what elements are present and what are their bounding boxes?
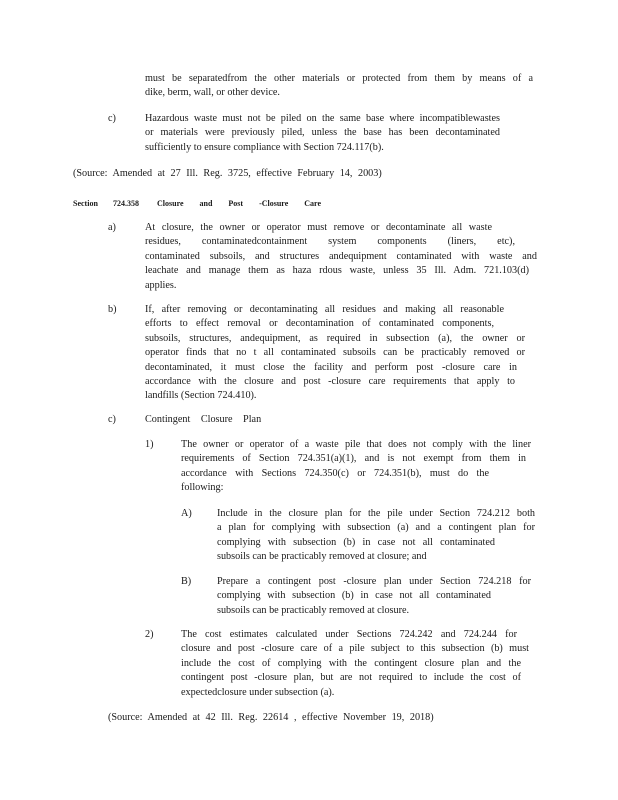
text-line: subsoils, structures, andequipment, as required in subsection (a), the owner or xyxy=(145,332,525,344)
text-line: contingent post -closure plan, but are not required to include the cost of xyxy=(181,672,521,684)
item-label-a: a) xyxy=(108,222,116,233)
text-line: Prepare a contingent post -closure plan under Section 724.218 for xyxy=(217,576,531,587)
source-note: (Source: Amended at 42 Ill. Reg. 22614 , effective November 19, 2018) xyxy=(108,712,434,723)
paragraph-c-2 xyxy=(181,628,529,700)
section-heading xyxy=(73,197,373,211)
paragraph-b xyxy=(145,303,525,404)
text-line: leachate and manage them as haza rdous waste, unless 35 Ill. Adm. 721.103(d) xyxy=(145,265,529,277)
item-label-B: B) xyxy=(181,576,192,587)
text-line: contaminated subsoils, and structures andequipment contaminated with waste and xyxy=(145,250,537,262)
text-line: dike, berm, wall, or other device. xyxy=(145,87,280,99)
item-label-2: 2) xyxy=(145,629,154,640)
text-line: closure and post -closure care of a pile subject to this subsection (b) must xyxy=(181,643,529,655)
item-label-c2: c) xyxy=(108,414,116,425)
item-label-c: c) xyxy=(108,113,116,124)
text-line: decontaminated, it must close the facility and perform post -closure care in xyxy=(145,361,517,373)
text-line: subsoils can be practicably removed at closure. xyxy=(217,604,410,616)
text-line: The owner or operator of a waste pile that does not comply with the liner xyxy=(181,439,531,450)
text-line: efforts to effect removal or decontamination of contaminated components, xyxy=(145,318,494,330)
text-line: sufficiently to ensure compliance with Section 724.117(b). xyxy=(145,141,384,153)
text-line: accordance with Sections 724.350(c) or 724.351(b), must do the xyxy=(181,467,489,479)
paragraph-c-1 xyxy=(181,438,531,496)
text-line: subsoils can be practicably removed at closure; and xyxy=(217,551,427,563)
text-line: or materials were previously piled, unless the base has been decontaminated xyxy=(145,127,500,139)
item-label-b: b) xyxy=(108,304,117,315)
text-line: expectedclosure under subsection (a). xyxy=(181,686,335,698)
section-title: Closure and Post -Closure Care xyxy=(157,199,321,208)
text-line: include the cost of complying with the contingent closure plan and the xyxy=(181,657,521,669)
text-line: applies. xyxy=(145,279,177,291)
source-note: (Source: Amended at 27 Ill. Reg. 3725, effective February 14, 2003) xyxy=(73,168,382,179)
paragraph-c-1-B xyxy=(217,575,531,618)
text-line: complying with subsection (b) in case not all contaminated xyxy=(217,590,491,602)
contingent-closure-plan-title: Contingent Closure Plan xyxy=(145,414,262,425)
text-line: operator finds that no t all contaminated subsoils can be practicably removed or xyxy=(145,347,525,359)
text-line: complying with subsection (b) in case not all contaminated xyxy=(217,536,495,548)
paragraph-a xyxy=(145,221,537,293)
text-line: landfills (Section 724.410). xyxy=(145,390,257,402)
text-line: following: xyxy=(181,482,224,494)
text-line: residues, contaminatedcontainment system components (liners, etc), xyxy=(145,236,515,248)
text-line: a plan for complying with subsection (a) and a contingent plan for xyxy=(217,522,535,534)
text-line: At closure, the owner or operator must remove or decontaminate all waste xyxy=(145,222,492,233)
continuation-paragraph xyxy=(145,72,533,101)
item-label-A: A) xyxy=(181,508,192,519)
text-line: must be separatedfrom the other materials or protected from them by means of a xyxy=(145,73,533,84)
section-number: 724.358 xyxy=(113,199,139,208)
text-line: Include in the closure plan for the pile under Section 724.212 both xyxy=(217,508,535,519)
text-line: The cost estimates calculated under Sections 724.242 and 724.244 for xyxy=(181,629,517,640)
paragraph-c-hazardous-waste xyxy=(145,112,500,155)
paragraph-c-1-A xyxy=(217,507,535,565)
text-line: accordance with the closure and post -closure care requirements that apply to xyxy=(145,376,515,388)
text-line: requirements of Section 724.351(a)(1), and is not exempt from them in xyxy=(181,453,526,465)
text-line: Hazardous waste must not be piled on the same base where incompatiblewastes xyxy=(145,113,500,124)
section-label: Section xyxy=(73,199,98,208)
item-label-1: 1) xyxy=(145,439,154,450)
text-line: If, after removing or decontaminating all residues and making all reasonable xyxy=(145,304,504,315)
